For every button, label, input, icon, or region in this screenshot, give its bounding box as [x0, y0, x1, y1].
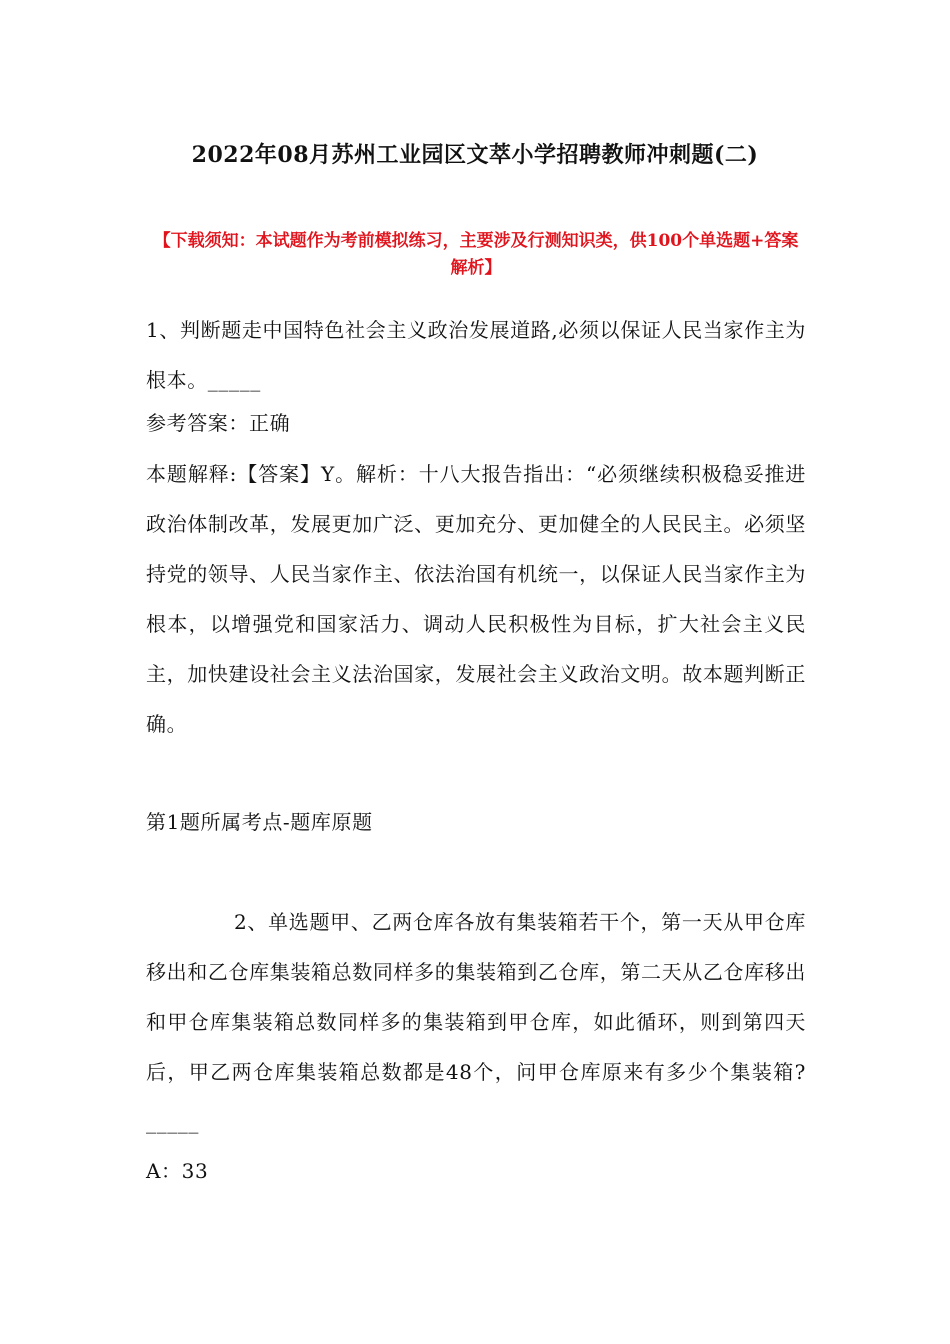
question-2-option-a: A：33: [146, 1159, 209, 1183]
question-1-answer: 参考答案：正确: [146, 411, 291, 435]
question-1-text: 1、判断题走中国特色社会主义政治发展道路,必须以保证人民当家作主为根本。_____: [146, 318, 806, 392]
download-notice: 【下载须知：本试题作为考前模拟练习，主要涉及行测知识类，供100个单选题+答案解析】: [153, 231, 799, 278]
document-title: 2022年08月苏州工业园区文萃小学招聘教师冲刺题(二): [191, 142, 759, 168]
question-1-explanation: 本题解释:【答案】Y。解析：十八大报告指出：“必须继续积极稳妥推进政治体制改革，发展更加广泛、更加充分、更加健全的人民民主。必须坚持党的领导、人民当家作主、依法治国有机统一，以保证人民当家作主为根本，以增强党和国家活力、调动人民积极性为目标，扩大社会主义民主，加快建设社会主义法治国家，发展社会主义政治文明。故本题判断正确。: [146, 462, 806, 736]
question-1-source: 第1题所属考点-题库原题: [146, 810, 373, 834]
question-2-text: 2、单选题甲、乙两仓库各放有集装箱若干个，第一天从甲仓库移出和乙仓库集装箱总数同样多的集装箱到乙仓库，第二天从乙仓库移出和甲仓库集装箱总数同样多的集装箱到甲仓库，如此循环，则到第四天后，甲乙两仓库集装箱总数都是48个，问甲仓库原来有多少个集装箱?_____: [146, 910, 806, 1134]
